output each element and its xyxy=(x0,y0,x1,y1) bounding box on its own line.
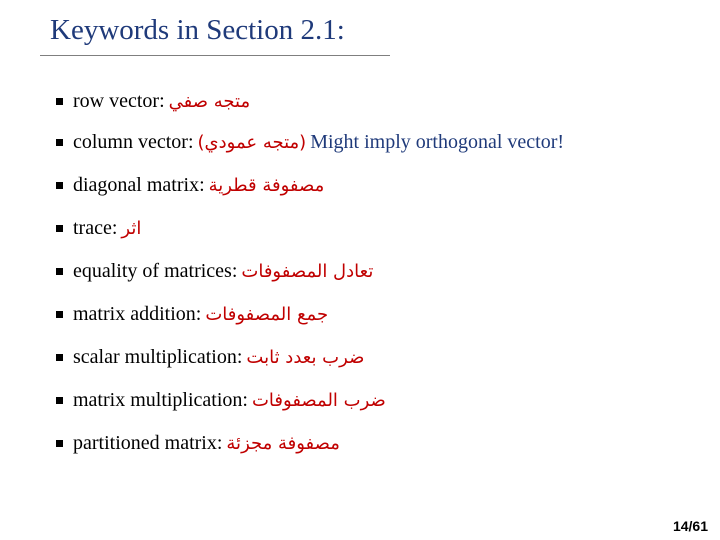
keyword-arabic: (متجه عمودي) xyxy=(197,132,307,153)
list-item xyxy=(56,299,328,329)
keyword-arabic: تعادل المصفوفات xyxy=(241,261,374,282)
bullet-square-icon xyxy=(56,182,63,189)
list-item xyxy=(56,213,141,243)
list-item xyxy=(56,170,324,200)
list-item xyxy=(56,127,564,157)
keyword-english: partitioned matrix: xyxy=(73,432,223,454)
page-number: 14/61 xyxy=(672,518,708,534)
keyword-english: diagonal matrix: xyxy=(73,174,205,196)
keyword-note: Might imply orthogonal vector! xyxy=(310,131,565,153)
keyword-arabic: مصفوفة قطرية xyxy=(208,175,325,196)
keyword-english: matrix multiplication: xyxy=(73,389,248,411)
keyword-english: row vector: xyxy=(73,90,165,112)
keyword-arabic: جمع المصفوفات xyxy=(205,304,329,325)
bullet-square-icon xyxy=(56,397,63,404)
bullet-square-icon xyxy=(56,225,63,232)
list-item xyxy=(56,428,340,458)
keyword-english: equality of matrices: xyxy=(73,260,238,282)
keyword-english: trace: xyxy=(73,217,118,239)
bullet-square-icon xyxy=(56,354,63,361)
bullet-square-icon xyxy=(56,139,63,146)
list-item xyxy=(56,342,364,372)
bullet-square-icon xyxy=(56,311,63,318)
list-item xyxy=(56,86,250,116)
bullet-square-icon xyxy=(56,268,63,275)
keyword-arabic: اثر xyxy=(121,218,142,239)
keyword-arabic: ضرب المصفوفات xyxy=(251,390,386,411)
keyword-english: matrix addition: xyxy=(73,303,202,325)
slide-title: Keywords in Section 2.1: xyxy=(50,14,345,46)
keyword-english: scalar multiplication: xyxy=(73,346,243,368)
bullet-square-icon xyxy=(56,98,63,105)
list-item xyxy=(56,385,386,415)
list-item xyxy=(56,256,373,286)
keyword-arabic: مصفوفة مجزئة xyxy=(226,433,340,454)
bullet-square-icon xyxy=(56,440,63,447)
keyword-arabic: ضرب بعدد ثابت xyxy=(246,347,365,368)
keyword-english: column vector: xyxy=(73,131,194,153)
keyword-arabic: متجه صفي xyxy=(168,91,251,112)
